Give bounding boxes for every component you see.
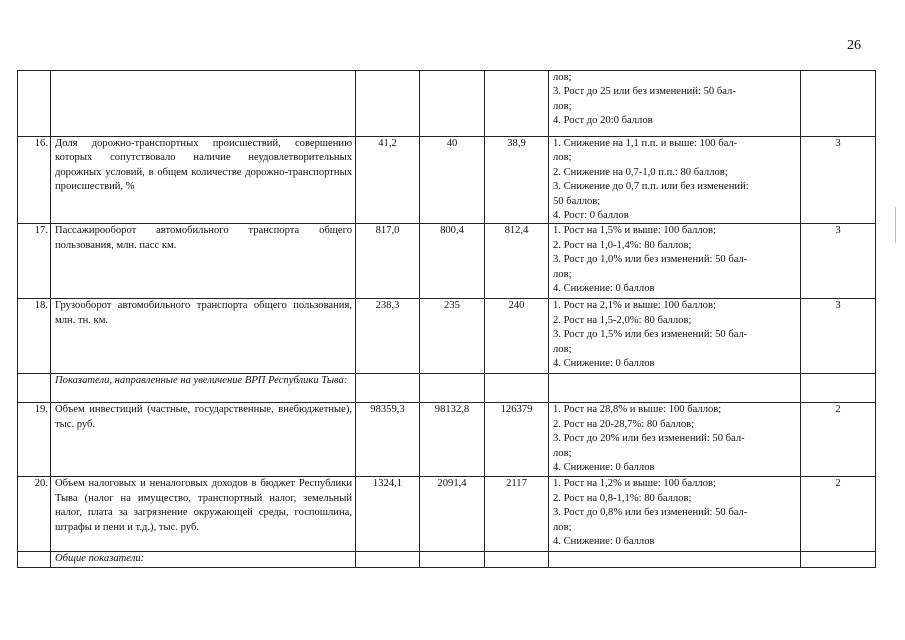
section-row bbox=[18, 552, 876, 567]
value-2020-cell bbox=[420, 552, 485, 567]
value-plan: 40 bbox=[420, 137, 485, 224]
value-2021-cell bbox=[485, 374, 549, 403]
value-actual: 126379 bbox=[485, 403, 549, 477]
value-plan: 2091,4 bbox=[420, 477, 485, 552]
criteria-line: лов; bbox=[553, 521, 572, 533]
criteria-line: 3. Рост до 1,5% или без изменений: 50 бал- bbox=[553, 329, 748, 341]
score: 3 bbox=[801, 137, 876, 224]
value-plan: 235 bbox=[420, 299, 485, 374]
criteria-line: 4. Снижение: 0 баллов bbox=[553, 536, 655, 548]
indicator-name: Объем инвестиций (частные, государственные, внебюджетные), тыс. руб. bbox=[51, 403, 356, 477]
page-number: 26 bbox=[847, 38, 861, 53]
criteria-line: 3. Рост до 25 или без изменений: 50 бал- bbox=[553, 86, 736, 98]
row-number-cell bbox=[18, 552, 51, 567]
scan-edge-mark bbox=[895, 207, 896, 243]
section-heading: Показатели, направленные на увеличение ВРП Республики Тыва: bbox=[51, 374, 356, 403]
row-number: 17. bbox=[18, 224, 51, 299]
scoring-criteria bbox=[549, 137, 801, 224]
value-plan: 98132,8 bbox=[420, 403, 485, 477]
criteria-line: 50 баллов; bbox=[553, 195, 601, 207]
criteria-line: 3. Снижение до 0,7 п.п. или без изменений: bbox=[553, 181, 749, 193]
score-cell bbox=[801, 374, 876, 403]
value-base: 238,3 bbox=[356, 299, 420, 374]
criteria-line: лов; bbox=[553, 72, 572, 83]
criteria-line: лов; bbox=[553, 343, 572, 355]
criteria-line: 2. Рост на 1,0-1,4%: 80 баллов; bbox=[553, 239, 692, 251]
criteria-line: 1. Рост на 2,1% и выше: 100 баллов; bbox=[553, 300, 716, 312]
value-2020-cell bbox=[420, 374, 485, 403]
value-2019-cell bbox=[356, 374, 420, 403]
criteria-line: 4. Снижение: 0 баллов bbox=[553, 283, 655, 295]
table-row bbox=[18, 137, 876, 224]
criteria-line: 4. Снижение: 0 баллов bbox=[553, 358, 655, 370]
table-row bbox=[18, 403, 876, 477]
value-actual bbox=[485, 71, 549, 137]
criteria-line: лов; bbox=[553, 268, 572, 280]
row-number-cell bbox=[18, 374, 51, 403]
criteria-line: 1. Снижение на 1,1 п.п. и выше: 100 бал- bbox=[553, 138, 738, 149]
indicator-name: Доля дорожно-транспортных происшествий, совершению которых сопутствовало наличие неудовлетворительных дорожных условий, в общем количестве дорожно-транспортных происшествий, % bbox=[51, 137, 356, 224]
criteria-line: 2. Рост на 1,5-2,0%: 80 баллов; bbox=[553, 314, 692, 326]
scoring-criteria bbox=[549, 299, 801, 374]
criteria-line: лов; bbox=[553, 100, 572, 112]
criteria-cell bbox=[549, 374, 801, 403]
criteria-line: 2. Рост на 0,8-1,1%: 80 баллов; bbox=[553, 492, 692, 504]
criteria-line: 4. Снижение: 0 баллов bbox=[553, 462, 655, 474]
criteria-line: 2. Снижение на 0,7-1,0 п.п.: 80 баллов; bbox=[553, 166, 728, 178]
row-number: 16. bbox=[18, 137, 51, 224]
value-actual: 2117 bbox=[485, 477, 549, 552]
value-base: 1324,1 bbox=[356, 477, 420, 552]
value-plan bbox=[420, 71, 485, 137]
score bbox=[801, 71, 876, 137]
criteria-line: лов; bbox=[553, 447, 572, 459]
indicator-name: Пассажирооборот автомобильного транспорта общего пользования, млн. пасс км. bbox=[51, 224, 356, 299]
value-actual: 38,9 bbox=[485, 137, 549, 224]
value-actual: 812,4 bbox=[485, 224, 549, 299]
value-base: 98359,3 bbox=[356, 403, 420, 477]
criteria-line: 4. Рост: 0 баллов bbox=[553, 210, 629, 222]
indicator-name: Грузооборот автомобильного транспорта общего пользования, млн. тн. км. bbox=[51, 299, 356, 374]
value-base: 41,2 bbox=[356, 137, 420, 224]
criteria-cell bbox=[549, 552, 801, 567]
indicator-name: Объем налоговых и неналоговых доходов в бюджет Республики Тыва (налог на имущество, транспортный налог, земельный налог, плата за загрязнение окружающей среды, госпошлина, штрафы и пени и т.д.), тыс. руб. bbox=[51, 477, 356, 552]
score: 2 bbox=[801, 403, 876, 477]
value-base bbox=[356, 71, 420, 137]
row-number: 19. bbox=[18, 403, 51, 477]
score: 3 bbox=[801, 224, 876, 299]
value-plan: 800,4 bbox=[420, 224, 485, 299]
indicator-name bbox=[51, 71, 356, 137]
criteria-line: 2. Рост на 20-28,7%: 80 баллов; bbox=[553, 418, 695, 430]
row-number: 18. bbox=[18, 299, 51, 374]
score-cell bbox=[801, 552, 876, 567]
value-base: 817,0 bbox=[356, 224, 420, 299]
value-actual: 240 bbox=[485, 299, 549, 374]
row-number bbox=[18, 71, 51, 137]
table-row bbox=[18, 224, 876, 299]
criteria-line: лов; bbox=[553, 152, 572, 164]
criteria-line: 3. Рост до 1,0% или без изменений: 50 бал- bbox=[553, 254, 748, 266]
value-2021-cell bbox=[485, 552, 549, 567]
section-heading: Общие показатели: bbox=[51, 552, 356, 567]
criteria-line: 3. Рост до 0,8% или без изменений: 50 бал- bbox=[553, 507, 748, 519]
row-number: 20. bbox=[18, 477, 51, 552]
criteria-line: 3. Рост до 20% или без изменений: 50 бал- bbox=[553, 433, 745, 445]
scoring-criteria bbox=[549, 403, 801, 477]
score: 3 bbox=[801, 299, 876, 374]
table-row bbox=[18, 477, 876, 552]
scoring-criteria bbox=[549, 224, 801, 299]
scoring-criteria bbox=[549, 71, 801, 137]
indicators-table bbox=[17, 70, 876, 568]
table-row bbox=[18, 299, 876, 374]
score: 2 bbox=[801, 477, 876, 552]
criteria-line: 1. Рост на 1,2% и выше: 100 баллов; bbox=[553, 478, 716, 490]
scoring-criteria bbox=[549, 477, 801, 552]
section-row bbox=[18, 374, 876, 403]
table-row bbox=[18, 71, 876, 137]
criteria-line: 1. Рост на 28,8% и выше: 100 баллов; bbox=[553, 404, 722, 416]
value-2019-cell bbox=[356, 552, 420, 567]
criteria-line: 4. Рост до 20:0 баллов bbox=[553, 115, 653, 127]
criteria-line: 1. Рост на 1,5% и выше: 100 баллов; bbox=[553, 225, 716, 237]
